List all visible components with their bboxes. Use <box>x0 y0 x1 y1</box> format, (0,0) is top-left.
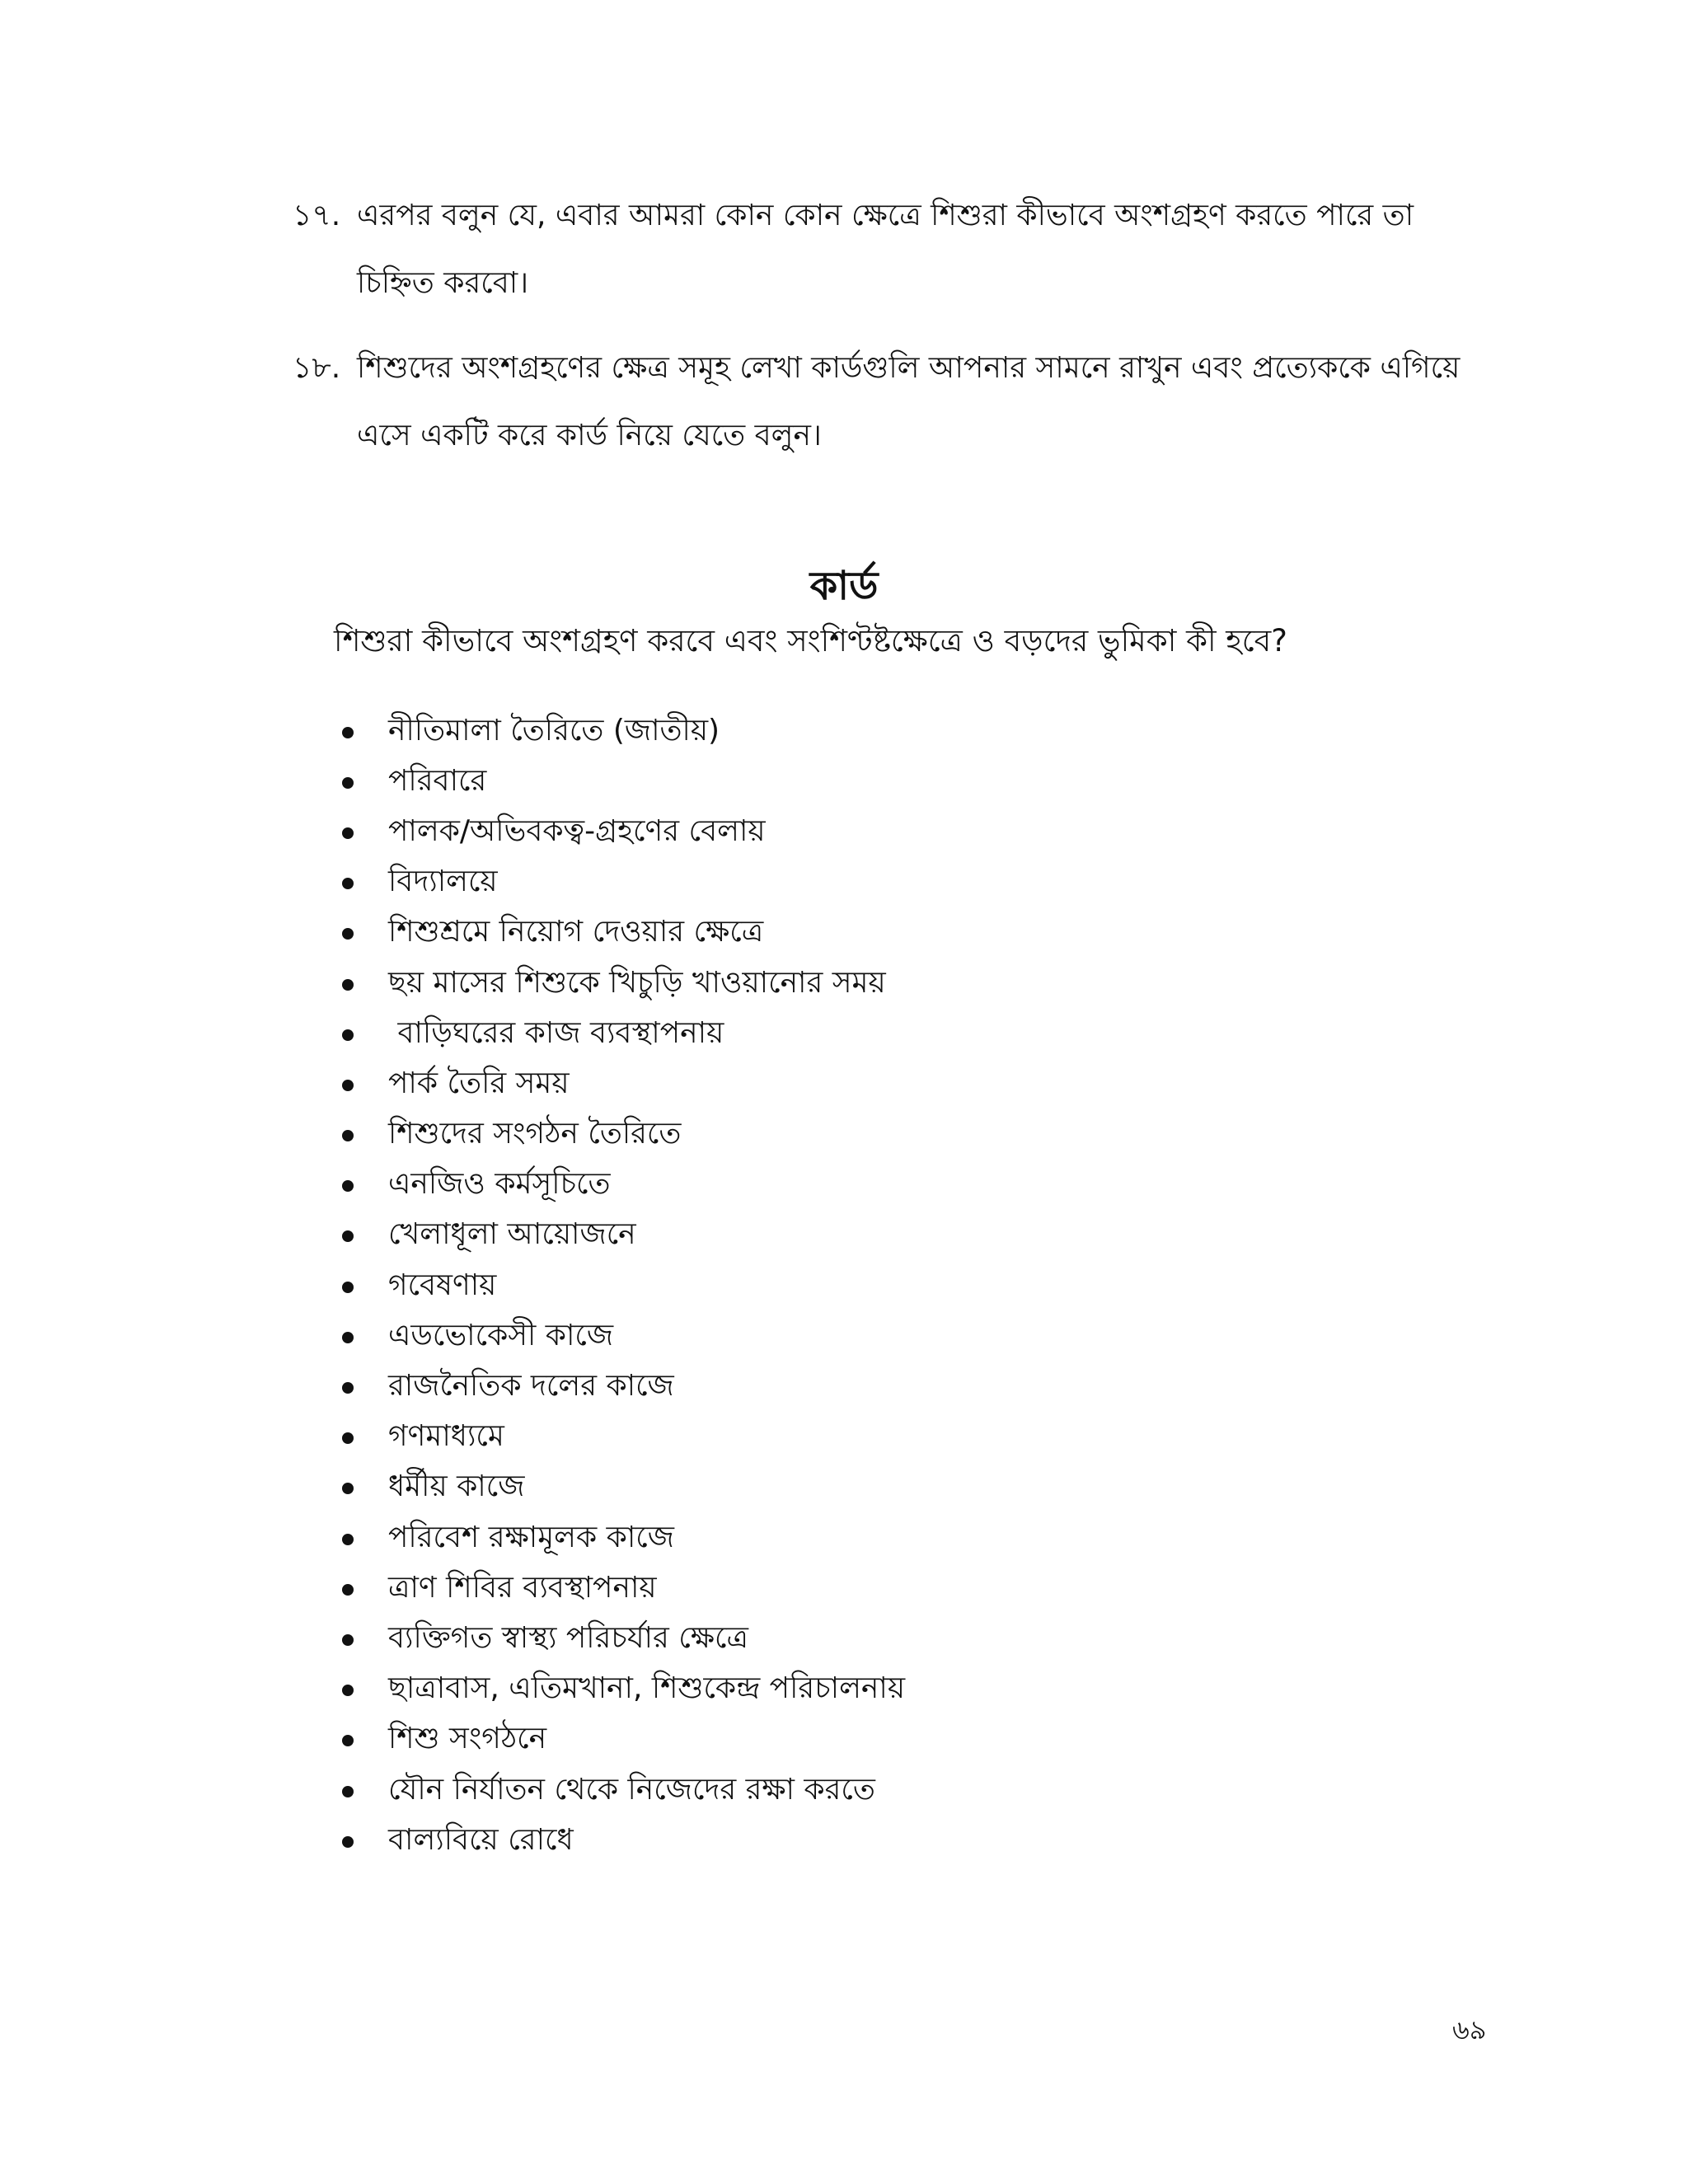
list-item-text: পরিবেশ রক্ষামূলক কাজে <box>388 1520 674 1554</box>
instruction-number: ১৮. <box>293 351 341 385</box>
list-item-text: ধর্মীয় কাজে <box>388 1469 525 1504</box>
list-item <box>342 1666 905 1716</box>
bullet-icon <box>342 1130 354 1141</box>
list-item-text: পরিবারে <box>388 763 487 798</box>
bullet-icon <box>342 1685 354 1696</box>
list-item-text: ত্রাণ শিবির ব্যবস্থাপনায় <box>388 1570 657 1605</box>
list-item-text: ছয় মাসের শিশুকে খিচুড়ি খাওয়ানোর সময় <box>388 965 886 1000</box>
list-item-text: গণমাধ্যমে <box>388 1419 504 1454</box>
list-item-text: পালক/অভিবকত্ব-গ্রহণের বেলায় <box>388 813 766 848</box>
list-item <box>342 1312 905 1362</box>
list-item <box>342 1262 905 1312</box>
list-item-text: পার্ক তৈরি সময় <box>388 1066 570 1100</box>
card-title: কার্ড <box>809 563 879 609</box>
bullet-icon <box>342 979 354 991</box>
bullet-icon <box>342 1180 354 1192</box>
page-number: ৬৯ <box>1452 2014 1487 2046</box>
list-item <box>342 1161 905 1212</box>
bullet-icon <box>342 1584 354 1596</box>
list-item <box>342 1615 905 1665</box>
list-item <box>342 1514 905 1564</box>
bullet-icon <box>342 928 354 940</box>
list-item <box>342 757 905 808</box>
list-item-text: শিশু সংগঠনে <box>388 1722 547 1756</box>
list-item <box>342 1564 905 1615</box>
list-item-text: এনজিও কর্মসূচিতে <box>388 1167 611 1202</box>
list-item <box>342 1816 905 1867</box>
list-item-text: খেলাধূলা আয়োজনে <box>388 1217 636 1252</box>
list-item-text: শিশুদের সংগঠন তৈরিতে <box>388 1117 682 1151</box>
list-item <box>342 909 905 959</box>
list-item <box>342 959 905 1010</box>
instruction-line: চিহ্নিত করবো। <box>357 266 529 300</box>
bullet-icon <box>342 1332 354 1343</box>
bullet-icon <box>342 1282 354 1293</box>
bullet-icon <box>342 1534 354 1545</box>
list-item <box>342 1362 905 1413</box>
list-item-text: বাড়িঘরের কাজ ব্যবস্থাপনায় <box>388 1015 724 1050</box>
instruction-line: এরপর বলুন যে, এবার আমরা কোন কোন ক্ষেত্রে শিশুরা কীভাবে অংশগ্রহণ করতে পারে তা <box>357 199 1414 232</box>
list-item-text: বাল্যবিয়ে রোধে <box>388 1822 574 1857</box>
list-item-text: শিশুশ্রমে নিয়োগ দেওয়ার ক্ষেত্রে <box>388 915 764 949</box>
bullet-icon <box>342 1735 354 1746</box>
list-item-text: গবেষণায় <box>388 1268 497 1302</box>
list-item-text: ছাত্রাবাস, এতিমখানা, শিশুকেন্দ্র পরিচালনায় <box>388 1671 906 1706</box>
instruction-number: ১৭. <box>293 199 341 232</box>
bullet-icon <box>342 827 354 839</box>
list-item <box>342 707 905 757</box>
list-item <box>342 1766 905 1816</box>
list-item <box>342 1212 905 1262</box>
card-question: শিশুরা কীভাবে অংশগ্রহণ করবে এবং সংশিণ্টষ্টক্ষেত্রে ও বড়দের ভুমিকা কী হবে? <box>334 623 1287 658</box>
list-item-text: নীতিমালা তৈরিতে (জাতীয়) <box>388 713 720 748</box>
bullet-icon <box>342 1029 354 1041</box>
list-item <box>342 1464 905 1514</box>
instruction-line: শিশুদের অংশগ্রহণের ক্ষেত্র সমূহ লেখা কার্ডগুলি আপনার সামনে রাখুন এবং প্রত্যেককে এগিয়ে <box>357 351 1461 385</box>
list-item <box>342 1111 905 1161</box>
card-item-list <box>342 707 905 1867</box>
list-item <box>342 1716 905 1766</box>
bullet-icon <box>342 1786 354 1797</box>
list-item-text: ব্যক্তিগত স্বাস্থ্য পরিচর্যার ক্ষেত্রে <box>388 1620 748 1655</box>
list-item <box>342 808 905 858</box>
bullet-icon <box>342 1836 354 1848</box>
bullet-icon <box>342 1230 354 1242</box>
bullet-icon <box>342 1432 354 1444</box>
list-item <box>342 859 905 909</box>
list-item-text: যৌন নির্যাতন থেকে নিজেদের রক্ষা করতে <box>388 1772 875 1807</box>
list-item-text: এডভোকেসী কাজে <box>388 1318 614 1352</box>
list-item-text: বিদ্যালয়ে <box>388 865 498 899</box>
bullet-icon <box>342 1382 354 1394</box>
list-item-text: রাজনৈতিক দলের কাজে <box>388 1369 674 1404</box>
list-item <box>342 1060 905 1110</box>
bullet-icon <box>342 777 354 789</box>
bullet-icon <box>342 1080 354 1091</box>
bullet-icon <box>342 727 354 738</box>
list-item <box>342 1010 905 1060</box>
instruction-line: এসে একটি করে কার্ড নিয়ে যেতে বলুন। <box>357 419 822 452</box>
list-item <box>342 1413 905 1464</box>
bullet-icon <box>342 878 354 889</box>
bullet-icon <box>342 1634 354 1646</box>
bullet-icon <box>342 1483 354 1494</box>
